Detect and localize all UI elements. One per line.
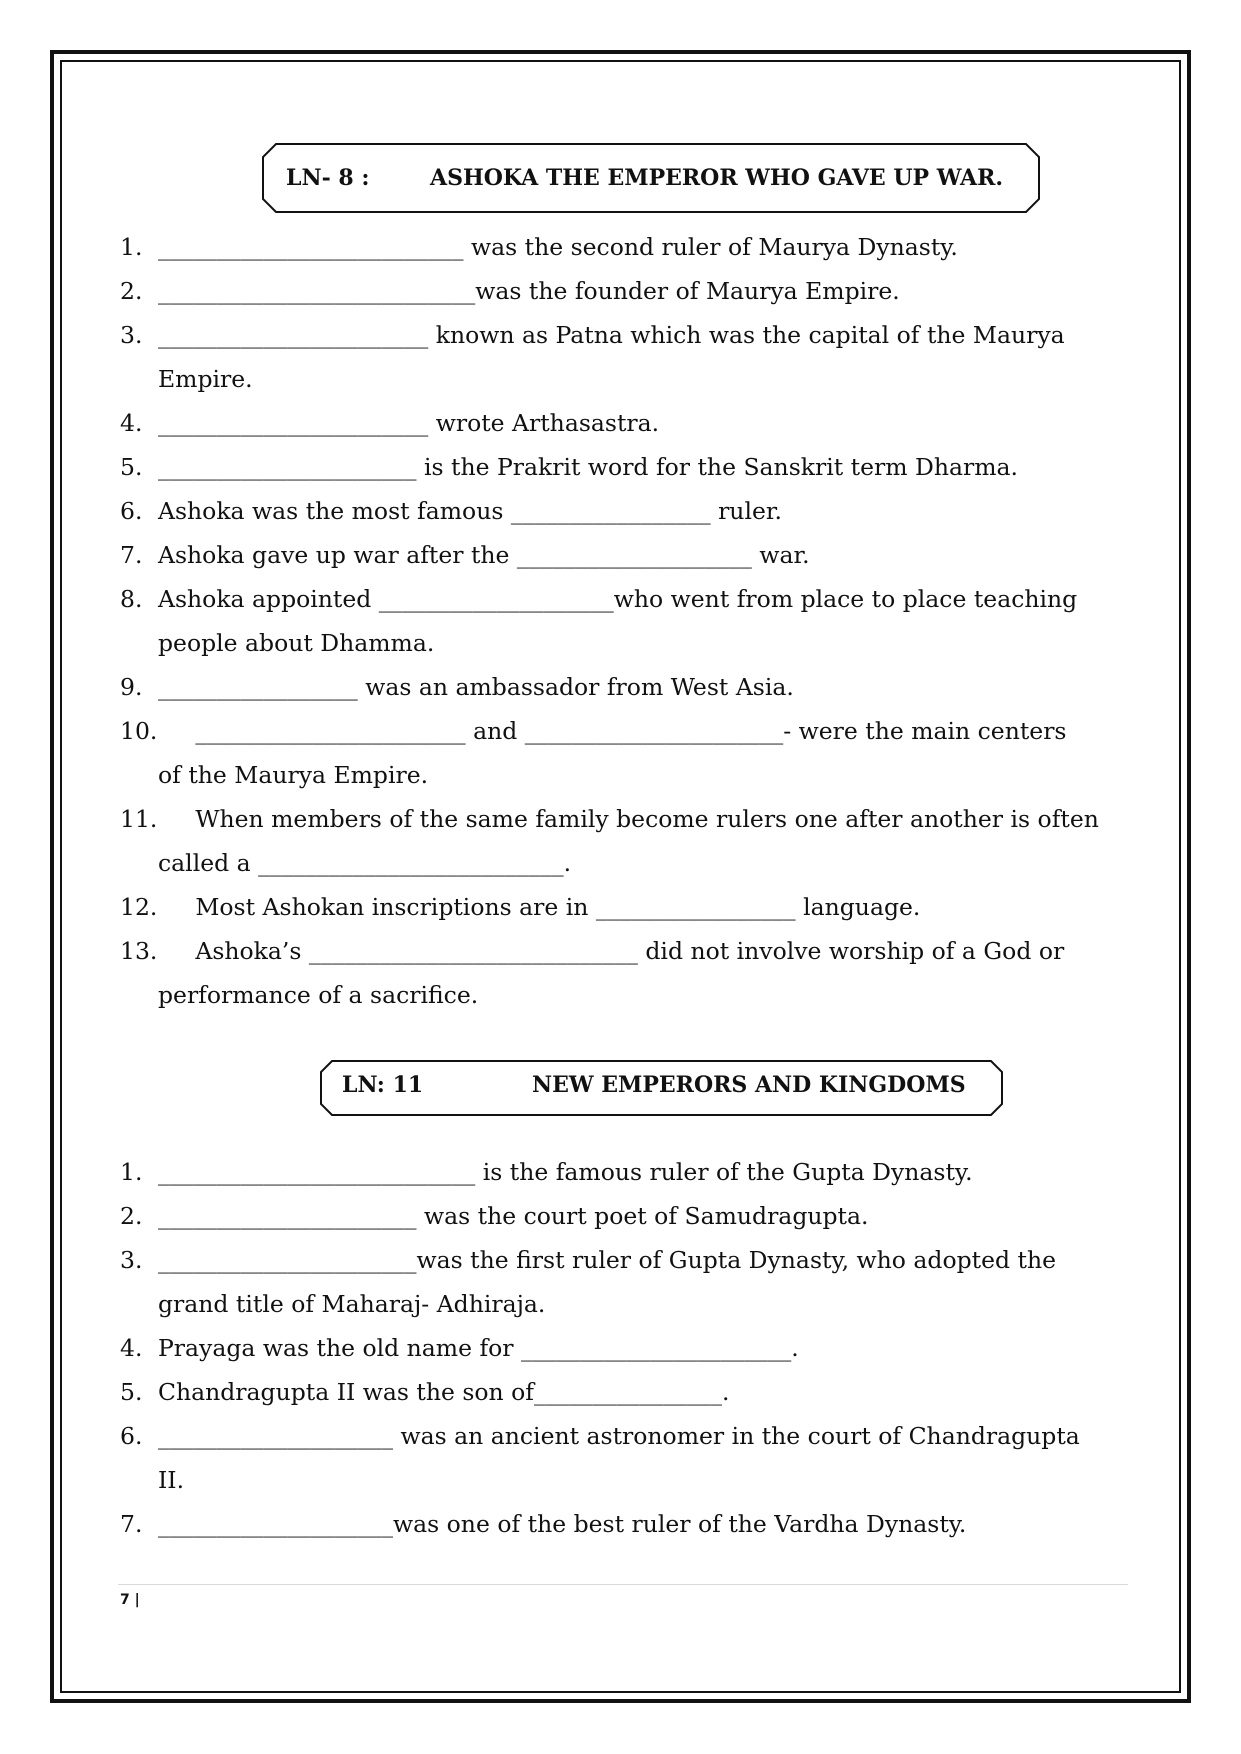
s1-item-text: _______________________ wrote Arthasastra. (158, 409, 660, 437)
s2-item-text: ___________________________ is the famous ruler of the Gupta Dynasty. (158, 1158, 973, 1186)
s1-item-text: When members of the same family become rulers one after another is often (158, 805, 1099, 833)
s2-item-text-cont: grand title of Maharaj- Adhiraja. (158, 1290, 546, 1318)
s2-item-num: 4. (120, 1334, 143, 1362)
s1-item-num: 8. (120, 585, 143, 613)
section1-banner (262, 143, 1040, 213)
s1-item-num: 11. (120, 805, 158, 833)
s1-item-text: ______________________ is the Prakrit word for the Sanskrit term Dharma. (158, 453, 1018, 481)
s1-item-text: _______________________ known as Patna which was the capital of the Maurya (158, 321, 1065, 349)
s2-item-text: ______________________ was the court poet of Samudragupta. (158, 1202, 869, 1230)
s1-item-num: 10. (120, 717, 158, 745)
s1-item-text-cont: of the Maurya Empire. (158, 761, 429, 789)
s2-item-text: Prayaga was the old name for _______________________. (158, 1334, 799, 1362)
s1-item-num: 4. (120, 409, 143, 437)
s2-item-num: 1. (120, 1158, 143, 1186)
s2-item-text: Chandragupta II was the son of________________. (158, 1378, 730, 1406)
s1-item-num: 9. (120, 673, 143, 701)
s1-item-num: 1. (120, 233, 143, 261)
s2-item-num: 2. (120, 1202, 143, 1230)
s1-item-text-cont: called a __________________________. (158, 849, 572, 877)
footer-divider (118, 1584, 1128, 1585)
s2-item-num: 7. (120, 1510, 143, 1538)
section1-lesson: LN- 8 : (286, 165, 370, 191)
s1-item-text: __________________________ was the second ruler of Maurya Dynasty. (158, 233, 958, 261)
s1-item-text: Ashoka appointed ____________________who went from place to place teaching (158, 585, 1078, 613)
s1-item-num: 13. (120, 937, 158, 965)
s1-item-text-cont: performance of a sacrifice. (158, 981, 479, 1009)
s1-item-text: _________________ was an ambassador from West Asia. (158, 673, 794, 701)
s1-item-text: Ashoka gave up war after the ____________________ war. (158, 541, 810, 569)
s1-item-text: _______________________ and ______________________- were the main centers (158, 717, 1067, 745)
s1-item-num: 3. (120, 321, 143, 349)
s1-item-text-cont: people about Dhamma. (158, 629, 435, 657)
s2-item-text: ______________________was the first ruler of Gupta Dynasty, who adopted the (158, 1246, 1057, 1274)
s1-item-text-cont: Empire. (158, 365, 253, 393)
s1-item-num: 7. (120, 541, 143, 569)
s2-item-num: 3. (120, 1246, 143, 1274)
s1-item-text: Ashoka’s ____________________________ did not involve worship of a God or (158, 937, 1065, 965)
section2-title: NEW EMPERORS AND KINGDOMS (532, 1072, 966, 1098)
page-number: 7 | (120, 1592, 140, 1608)
s2-item-text: ____________________ was an ancient astronomer in the court of Chandragupta (158, 1422, 1080, 1450)
s1-item-num: 2. (120, 277, 143, 305)
section2-banner (320, 1060, 1003, 1116)
s2-item-text-cont: II. (158, 1466, 185, 1494)
section2-lesson: LN: 11 (342, 1072, 424, 1098)
s1-item-text: Ashoka was the most famous _________________ ruler. (158, 497, 782, 525)
s2-item-text: ____________________was one of the best ruler of the Vardha Dynasty. (158, 1510, 967, 1538)
s1-item-num: 12. (120, 893, 158, 921)
section1-title: ASHOKA THE EMPEROR WHO GAVE UP WAR. (430, 165, 1004, 191)
s1-item-text: Most Ashokan inscriptions are in _________________ language. (158, 893, 921, 921)
s1-item-num: 5. (120, 453, 143, 481)
s1-item-text: ___________________________was the founder of Maurya Empire. (158, 277, 900, 305)
s1-item-num: 6. (120, 497, 143, 525)
s2-item-num: 6. (120, 1422, 143, 1450)
s2-item-num: 5. (120, 1378, 143, 1406)
